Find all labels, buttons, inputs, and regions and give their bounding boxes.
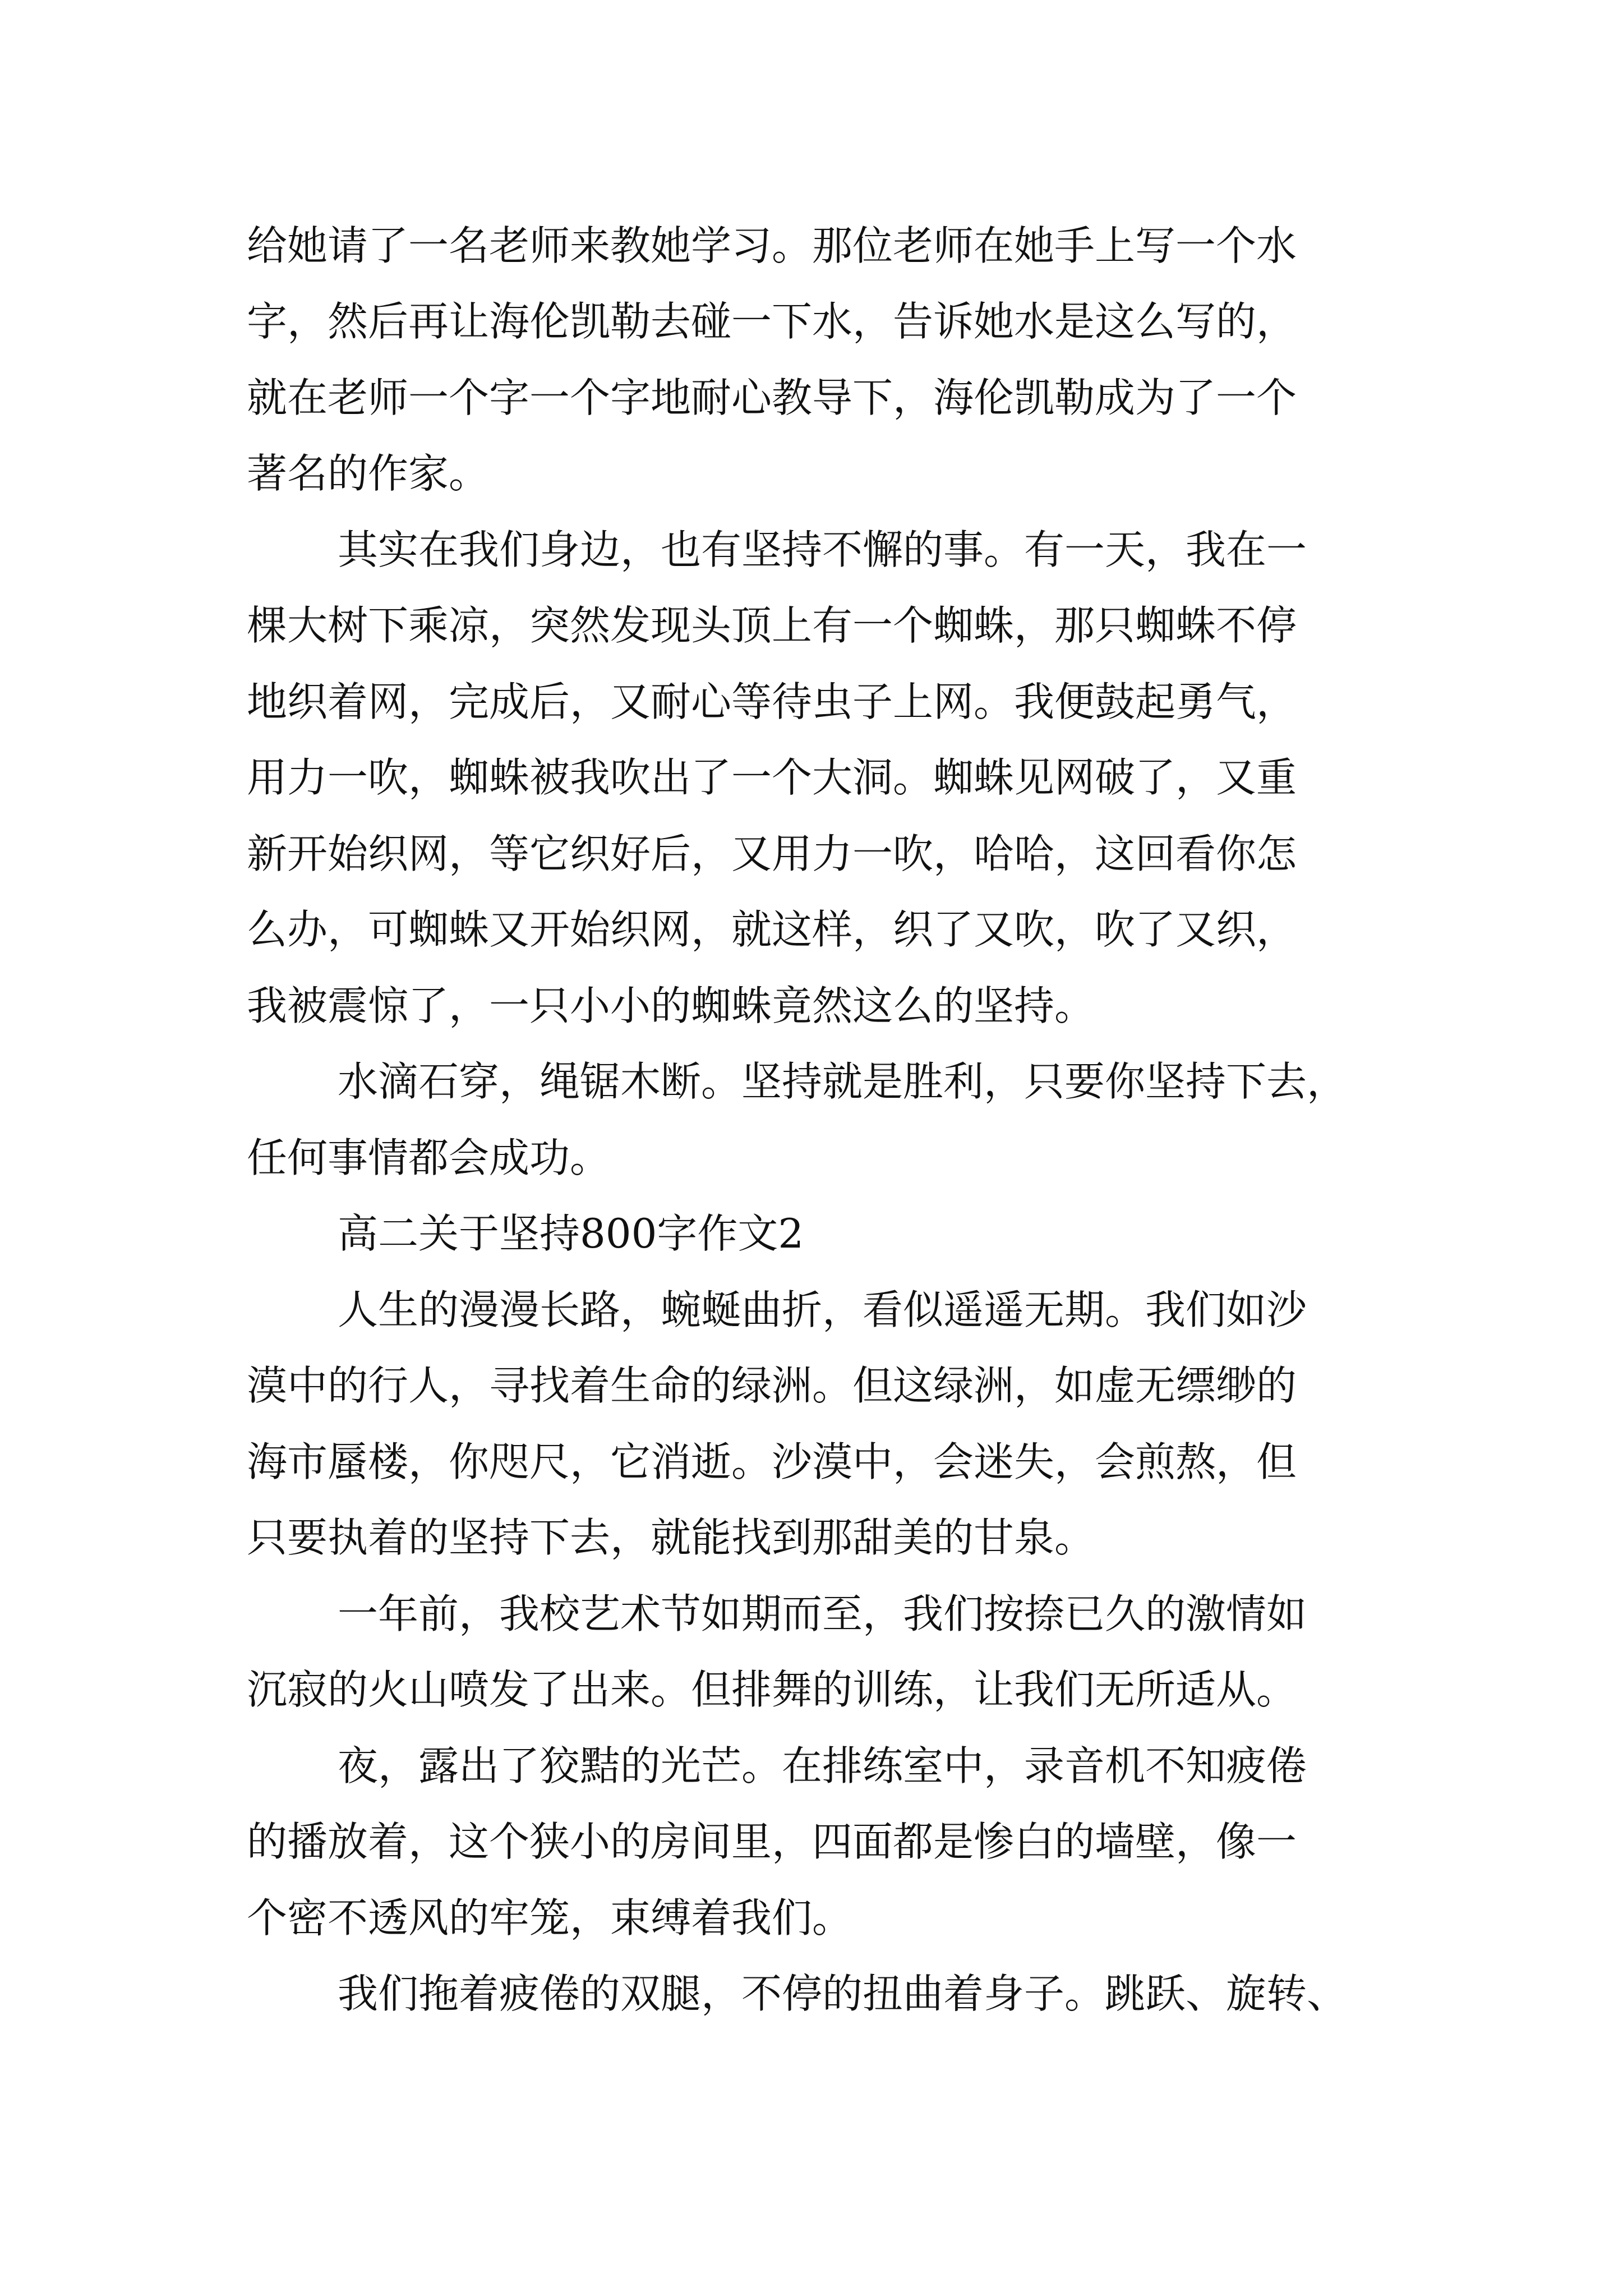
text-line: 我被震惊了，一只小小的蜘蛛竟然这么的坚持。: [247, 982, 1095, 1029]
text-line: 给她请了一名老师来教她学习。那位老师在她手上写一个水: [247, 222, 1297, 269]
text-line: 字，然后再让海伦凯勒去碰一下水，告诉她水是这么写的，: [247, 298, 1297, 345]
text-line: 个密不透风的牢笼，束缚着我们。: [247, 1894, 853, 1941]
paragraph-first-line: 水滴石穿，绳锯木断。坚持就是胜利，只要你坚持下去，: [338, 1058, 1348, 1105]
text-line: 用力一吹，蜘蛛被我吹出了一个大洞。蜘蛛见网破了，又重: [247, 754, 1297, 801]
text-line: 著名的作家。: [247, 450, 490, 497]
paragraph-first-line: 人生的漫漫长路，蜿蜒曲折，看似遥遥无期。我们如沙: [338, 1286, 1307, 1333]
text-line: 任何事情都会成功。: [247, 1134, 611, 1181]
text-line: 漠中的行人，寻找着生命的绿洲。但这绿洲，如虚无缥缈的: [247, 1362, 1297, 1409]
section-heading: 高二关于坚持800字作文2: [338, 1210, 804, 1257]
text-line: 的播放着，这个狭小的房间里，四面都是惨白的墙壁，像一: [247, 1818, 1297, 1865]
text-line: 棵大树下乘凉，突然发现头顶上有一个蜘蛛，那只蜘蛛不停: [247, 602, 1297, 649]
text-line: 沉寂的火山喷发了出来。但排舞的训练，让我们无所适从。: [247, 1666, 1297, 1713]
text-line: 地织着网，完成后，又耐心等待虫子上网。我便鼓起勇气，: [247, 678, 1297, 725]
text-line: 新开始织网，等它织好后，又用力一吹，哈哈，这回看你怎: [247, 830, 1297, 877]
text-line: 就在老师一个字一个字地耐心教导下，海伦凯勒成为了一个: [247, 374, 1297, 421]
paragraph-first-line: 我们拖着疲倦的双腿，不停的扭曲着身子。跳跃、旋转、: [338, 1970, 1348, 2017]
text-line: 海市蜃楼，你咫尺，它消逝。沙漠中，会迷失，会煎熬，但: [247, 1438, 1297, 1485]
paragraph-first-line: 一年前，我校艺术节如期而至，我们按捺已久的激情如: [338, 1590, 1307, 1637]
text-line: 么办，可蜘蛛又开始织网，就这样，织了又吹，吹了又织，: [247, 906, 1297, 953]
text-line: 只要执着的坚持下去，就能找到那甜美的甘泉。: [247, 1514, 1095, 1561]
paragraph-first-line: 夜，露出了狡黠的光芒。在排练室中，录音机不知疲倦: [338, 1742, 1307, 1789]
paragraph-first-line: 其实在我们身边，也有坚持不懈的事。有一天，我在一: [338, 526, 1307, 573]
